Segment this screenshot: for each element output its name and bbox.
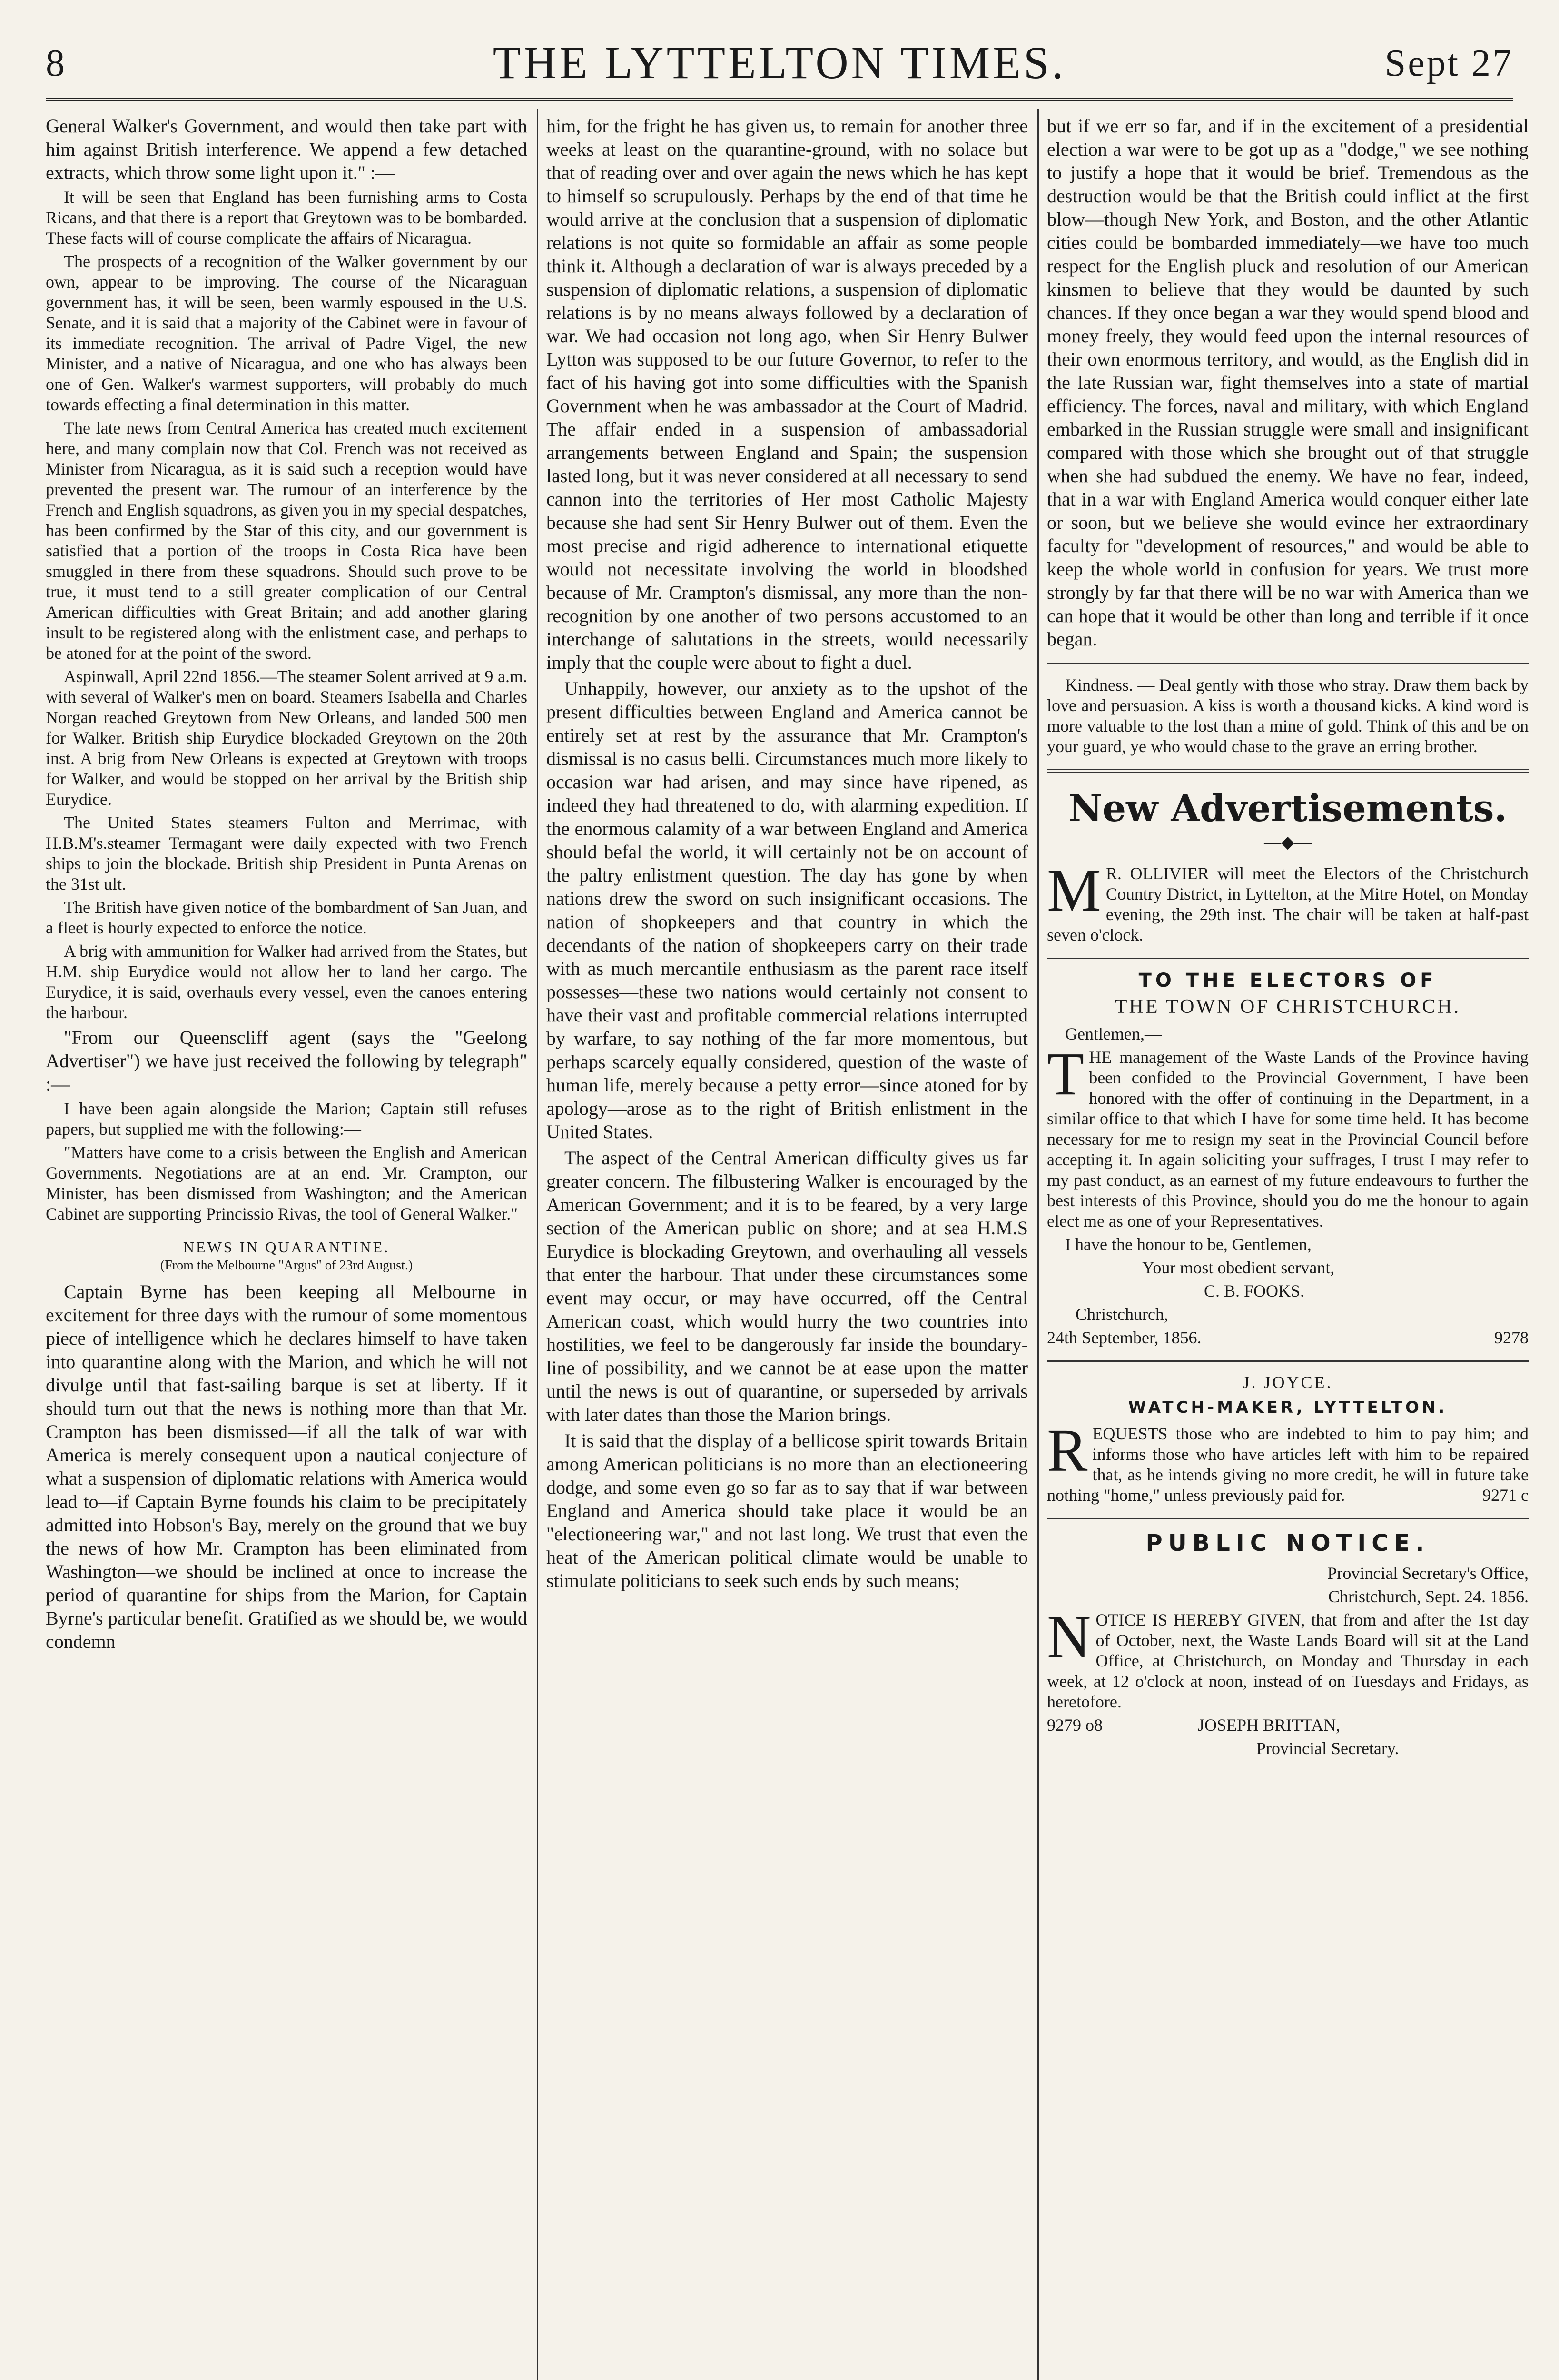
column-3 (1047, 114, 1529, 2379)
ad-closing: Your most obedient servant, (1142, 1258, 1335, 1277)
article-paragraph: The aspect of the Central American difficulty gives us far greater concern. The filbustering Walker is encouraged by the American Government; and it is to be feared, by a very large section of the American public on shore; and at sea H.M.S Eurydice is blockading Greytown, and overhauling all vessels that enter the harbour. That under these circumstances some event may occur, or may have occurred, off the Central American coast, which would hurry the two countries into hostilities, we feel to be dangerously far inside the boundary-line of possibility, and we cannot be at ease upon the matter until the news is out of quarantine, or superseded by arrivals with later dates than those the Marion brings. (546, 1147, 1028, 1425)
masthead-rule (46, 98, 1513, 101)
article-paragraph: but if we err so far, and if in the excitement of a presidential election a war were to be got up as a "dodge," we see nothing to justify a hope that it would be brief. Tremendous as the destruction would be that the British could inflict at the first blow—though New York, and Boston, and the other Atlantic cities could be bombarded immediately—we have too much respect for the English pluck and resolution of our American kinsmen to believe that they would be daunted by such chances. If they once began a war they would spend blood and money freely, they would feed upon the internal resources of their own enormous territory, and would, as the English did in the late Russian war, fight themselves into a state of martial efficiency. The forces, naval and military, with which England embarked in the Russian struggle were small and insignificant compared with those which she brought out of that struggle when she had subdued the enemy. We have no fear, indeed, that in a war with England America would conquer either late or soon, but we believe she would evince her extraordinary faculty for "development of resources," and would be able to keep the whole world in confusion for years. We trust more strongly by far that there will be no war with America than we can hope that it would be other than long and terrible if it once began. (1047, 115, 1529, 650)
ad-subheading: THE TOWN OF CHRISTCHURCH. (1115, 996, 1461, 1018)
article-paragraph: The prospects of a recognition of the Walker government by our own, appear to be improving. The course of the Nicaraguan government has, it will be seen, been warmly espoused in the U.S. Senate, and it is said that a majority of the Cabinet were in favour of its immediate recognition. The arrival of Padre Vigel, the new Minister, and a native of Nicaragua, and one who has always been one of Gen. Walker's warmest supporters, will probably do much towards effecting a final determination in this matter. (46, 252, 527, 414)
ad-ollivier (1047, 856, 1529, 945)
ad-signature: JOSEPH BRITTAN, (1198, 1716, 1341, 1735)
divider (1047, 1518, 1529, 1519)
ad-signature-line (1047, 1715, 1529, 1735)
article-paragraph: The late news from Central America has created much excitement here, and many complain now that Col. French was not received as Minister from Nicaragua, as it is said such a reception would have prevented the present war. The rumour of an interference by the French and English squadrons, as given you in my special despatches, has been confirmed by the Star of this city, and our government is satisfied that a portion of the troops in Costa Rica have been smuggled in there from these squadrons. Should such prove to be true, it must tend to a still greater complication of our Central American difficulties with Great Britain; and add another glaring insult to be registered along with the enlistment case, and perhaps to be atoned for at the point of the sword. (46, 418, 527, 663)
column-1 (46, 114, 527, 2379)
ad-reference: 9271 c (1482, 1486, 1529, 1505)
divider (1047, 663, 1529, 664)
section-heading: NEWS IN QUARANTINE. (183, 1239, 390, 1256)
drop-cap: T (1047, 1040, 1085, 1108)
ad-heading: PUBLIC NOTICE. (1145, 1530, 1430, 1557)
article-paragraph: The United States steamers Fulton and Merrimac, with H.B.M's.steamer Termagant were daily expected with two French ships to join the blockade. British ship President in Punta Arenas on the 31st ult. (46, 813, 527, 893)
ad-reference: 9278 (1494, 1328, 1529, 1347)
ad-text: R. OLLIVIER will meet the Electors of the Christchurch Country District, in Lyttelton, at the Mitre Hotel, on Monday evening, the 29th inst. The chair will be taken at half-past seven o'clock. (1047, 864, 1529, 944)
page-number: 8 (46, 42, 65, 84)
ad-date: 24th September, 1856. (1047, 1328, 1202, 1347)
ad-text: HE management of the Waste Lands of the Province having been confided to the Provincial Government, I have been honored with the offer of continuing in the Department, in a similar office to that which I have for some time held. It has become necessary for me to resign my seat in the Provincial Council before accepting it. In again soliciting your suffrages, I trust I may refer to my past conduct, as an earnest of my future endeavours to further the best interests of this Province, should you do me the honour to again elect me as one of your Representatives. (1047, 1048, 1529, 1230)
ad-heading: TO THE ELECTORS OF (1138, 970, 1437, 992)
article-paragraph: Captain Byrne has been keeping all Melbourne in excitement for three days with the rumour of some momentous piece of intelligence which he declares himself to have taken into quarantine along with the Marion, and which he will not divulge until that fast-sailing barque is set at liberty. If it should turn out that the news is nothing more than that Mr. Crampton has been dismissed—if all the talk of war with America is merely consequent upon a nautical conjecture of what a suspension of diplomatic relations with America would lead to—if Captain Byrne founds his claim to be precipitately admitted into Hobson's Bay, merely on the ground that we buy the news of how Mr. Crampton has been eliminated from Washington—we should be inclined at once to increase the period of quarantine for ships from the Marion, for Captain Byrne's particular benefit. Gratified as we should be, we would condemn (46, 1281, 527, 1652)
ad-office: Provincial Secretary's Office, (1327, 1564, 1529, 1583)
ornament-icon: —◆— (1264, 833, 1312, 852)
ad-joyce (1047, 1417, 1529, 1506)
divider (1047, 958, 1529, 959)
ad-text: OTICE IS HEREBY GIVEN, that from and after the 1st day of October, next, the Waste Lands Board will sit at the Land Office, at Christchurch, on Monday and Thursday in each week, at 12 o'clock at noon, instead of on Tuesdays and Fridays, as heretofore. (1047, 1610, 1529, 1711)
column-2 (546, 114, 1028, 2379)
drop-cap: R (1047, 1417, 1088, 1484)
article-paragraph: It will be seen that England has been furnishing arms to Costa Ricans, and that there is a report that Greytown was to be bombarded. These facts will of course complicate the affairs of Nicaragua. (46, 188, 527, 248)
column-divider (537, 109, 538, 2380)
ad-trade: WATCH-MAKER, LYTTELTON. (1128, 1398, 1448, 1417)
article-paragraph: The British have given notice of the bombardment of San Juan, and a fleet is hourly expected to enforce the notice. (46, 898, 527, 937)
divider (1047, 1360, 1529, 1362)
ad-text: EQUESTS those who are indebted to him to pay him; and informs those who have articles left with him to be repaired that, as he intends giving no more credit, he will in future take nothing "home," unless previously paid for. (1047, 1424, 1529, 1505)
divider (1047, 769, 1529, 773)
ad-name: J. JOYCE. (1243, 1373, 1333, 1392)
column-divider (1037, 109, 1039, 2380)
ad-signature-title: Provincial Secretary. (1256, 1739, 1399, 1758)
article-paragraph: It is said that the display of a bellicose spirit towards Britain among American politicians is no more than an electioneering dodge, and some even go so far as to say that if war between England and America should take place it would be an "electioneering war," and not last long. We trust that even the heat of the American political climate would be unable to stimulate politicians to seek such ends by such means; (546, 1430, 1028, 1591)
ad-date-line (1047, 1328, 1529, 1348)
ad-place: Christchurch, (1076, 1305, 1168, 1324)
drop-cap: N (1047, 1603, 1091, 1670)
article-paragraph: Unhappily, however, our anxiety as to the upshot of the present difficulties between England and America cannot be entirely set at rest by the assurance that Mr. Crampton's dismissal is no casus belli. Circumstances much more likely to occasion war had arisen, and may since have ripened, as indeed they had threatened to do, with alarming expedition. If the enormous calamity of a war between England and America should befal the world, it will certainly not be on account of the paltry enlistment question. The day has gone by when nations drew the sword on such insignificant occasions. The nation of shopkeepers and that country in which the decendants of the nation of shopkeepers carry on their trade with as much mercantile enthusiasm as the parent race itself possesses—these two nations would certainly not consent to have their vast and profitable commercial relations interrupted by warfare, to say nothing of the far more momentous, but perhaps scarcely equally considered, question of the waste of human life, merely because a petty error—since atoned for by apology—arose as to the right of British enlistment in the United States. (546, 678, 1028, 1142)
advertisements-heading: New Advertisements. (1068, 787, 1507, 830)
ad-public-notice (1047, 1603, 1529, 1712)
ad-date: Christchurch, Sept. 24. 1856. (1328, 1587, 1529, 1606)
masthead (46, 33, 1513, 105)
article-paragraph: A brig with ammunition for Walker had arrived from the States, but H.M. ship Eurydice would not allow her to land her cargo. The Eurydice, it is said, overhauls every vessel, even the canoes entering the harbour. (46, 942, 527, 1022)
ad-fooks (1047, 1040, 1529, 1231)
issue-date: Sept 27 (1384, 42, 1513, 84)
drop-cap: M (1047, 856, 1101, 924)
article-paragraph: General Walker's Government, and would then take part with him against British interference. We append a few detached extracts, which throw some light upon it." :— (46, 115, 527, 183)
article-paragraph: "Matters have come to a crisis between the English and American Governments. Negotiations are at an end. Mr. Crampton, our Minister, has been dismissed from Washington; and the American Cabinet are supporting Princissio Rivas, the tool of General Walker." (46, 1143, 527, 1223)
newspaper-title: THE LYTTELTON TIMES. (493, 37, 1066, 88)
ad-closing: I have the honour to be, Gentlemen, (1065, 1235, 1312, 1254)
ad-salutation: Gentlemen,— (1065, 1024, 1162, 1043)
ad-signature: C. B. FOOKS. (1204, 1281, 1305, 1300)
article-paragraph: him, for the fright he has given us, to remain for another three weeks at least on the quarantine-ground, with no solace but that of reading over and over again the news which he has kept to himself so scrupulously. Perhaps by the end of that time he would arrive at the conclusion that a suspension of diplomatic relations is not quite so formidable an affair as some people think it. Although a declaration of war is always preceded by a suspension of diplomatic relations, a suspension of diplomatic relations is by no means always followed by a declaration of war. We had occasion not long ago, when Sir Henry Bulwer Lytton was supposed to be our future Governor, to refer to the fact of his having got into some difficulties with the Spanish Government when he was ambassador at the Court of Madrid. The affair ended in a suspension of ambassadorial arrangements between England and Spain; the suspension lasted long, but it was never considered at all necessary to send cannon into the territories of Her most Catholic Majesty because she had sent Sir Henry Bulwer out of them. Even the most precise and rigid adherence to international etiquette would not necessitate involving the world in bloodshed because of Mr. Crampton's dismissal, any more than the non-recognition by one another of two persons accustomed to an interchange of salutations in the streets, would necessarily imply that the couple were about to fight a duel. (546, 115, 1028, 673)
article-paragraph: I have been again alongside the Marion; Captain still refuses papers, but supplied me with the following:— (46, 1099, 527, 1139)
article-paragraph: "From our Queenscliff agent (says the "Geelong Advertiser") we have just received the following by telegraph" :— (46, 1027, 527, 1095)
section-source: (From the Melbourne "Argus" of 23rd August.) (160, 1258, 413, 1273)
kindness-paragraph: Kindness. — Deal gently with those who stray. Draw them back by love and persuasion. A kiss is worth a thousand kicks. A kind word is more valuable to the lost than a mine of gold. Think of this and be on your guard, ye who would chase to the grave an erring brother. (1047, 675, 1529, 756)
ad-reference: 9279 o8 (1047, 1716, 1103, 1735)
article-paragraph: Aspinwall, April 22nd 1856.—The steamer Solent arrived at 9 a.m. with several of Walker's men on board. Steamers Isabella and Charles Norgan reached Greytown from New Orleans, and landed 500 men for Walker. British ship Eurydice blockaded Greytown on the 20th inst. A brig from New Orleans is expected at Greytown with troops for Walker, and would be stopped on her arrival by the British ship Eurydice. (46, 667, 527, 809)
